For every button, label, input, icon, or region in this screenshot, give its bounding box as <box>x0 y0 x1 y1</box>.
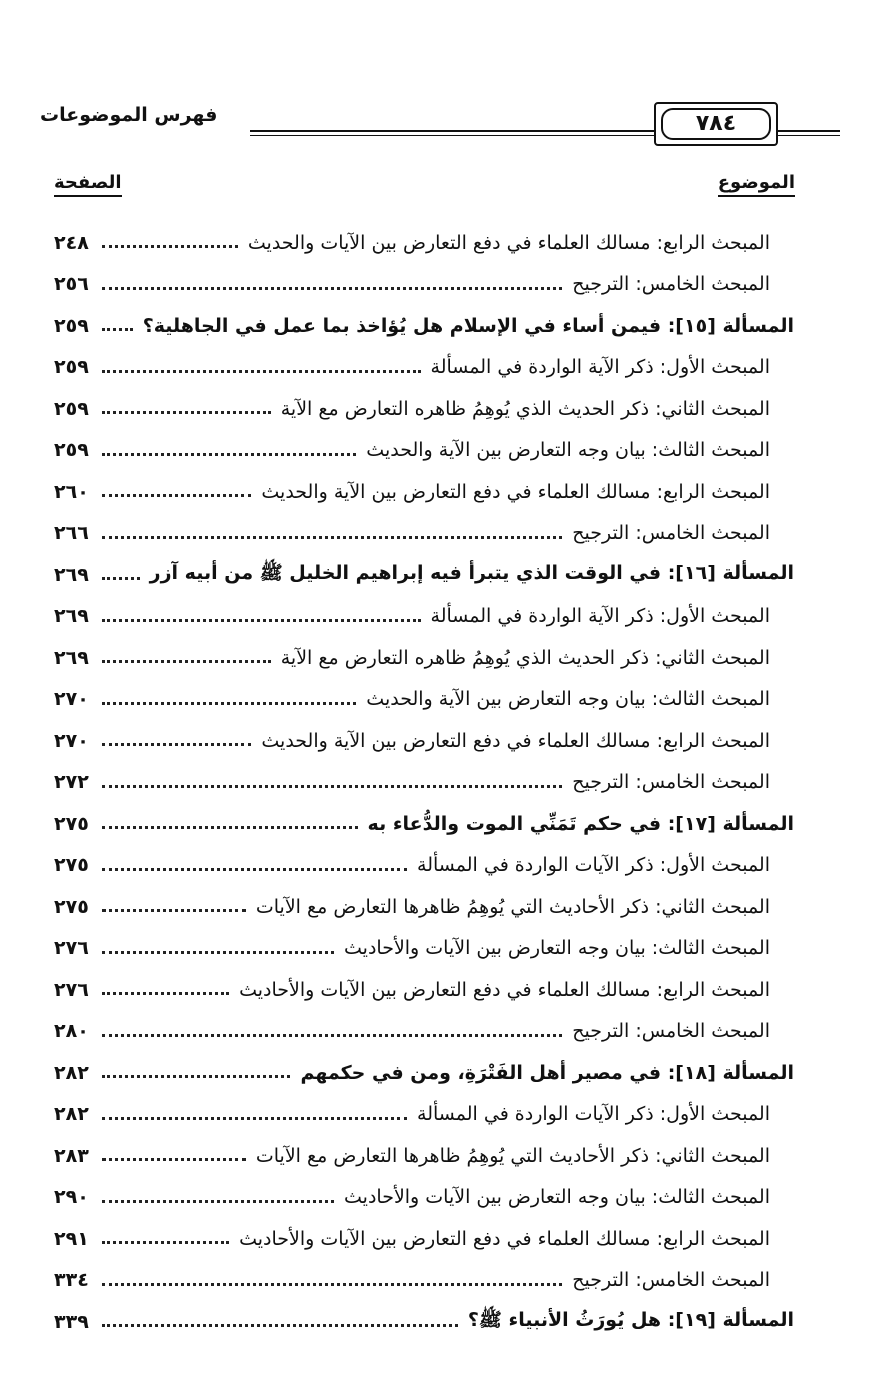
toc-entry-row <box>54 1218 770 1260</box>
dot-leader <box>102 494 251 497</box>
header-title: فهرس الموضوعات <box>40 104 218 126</box>
toc-entry-title: المبحث الخامس: الترجيح <box>572 273 770 296</box>
toc-page-number: ٣٣٩ <box>54 1310 89 1333</box>
toc-page-number: ٢٦٠ <box>54 480 89 503</box>
toc-entry-title: المبحث الثالث: بيان وجه التعارض بين الآية والحديث <box>366 688 770 711</box>
dot-leader <box>102 1200 334 1203</box>
toc-page-number: ٢٧٥ <box>54 854 89 877</box>
toc-page-number: ٢٩١ <box>54 1227 89 1250</box>
dot-leader <box>102 951 334 954</box>
page-column-label: الصفحة <box>54 172 122 197</box>
dot-leader <box>102 992 229 995</box>
dot-leader <box>102 1034 562 1037</box>
dot-leader <box>102 411 271 414</box>
toc-entry-row <box>54 596 770 638</box>
toc-page-number: ٢٧٥ <box>54 895 89 918</box>
toc-entry-row <box>54 762 770 804</box>
toc-page-number: ٢٧٥ <box>54 812 89 835</box>
toc-issue-row <box>54 1052 794 1094</box>
toc-entry-title: المبحث الخامس: الترجيح <box>572 522 770 545</box>
toc-entry-title: المبحث الخامس: الترجيح <box>572 1020 770 1043</box>
toc-entry-title: المبحث الأول: ذكر الآيات الواردة في المسألة <box>417 1103 770 1126</box>
dot-leader <box>102 909 246 912</box>
toc-page-number: ٢٥٩ <box>54 439 89 462</box>
dot-leader <box>102 1283 562 1286</box>
toc-entry-row <box>54 1260 770 1302</box>
dot-leader <box>102 743 251 746</box>
dot-leader <box>102 660 271 663</box>
toc-entry-title: المبحث الرابع: مسالك العلماء في دفع التعارض بين الآيات والأحاديث <box>239 978 770 1001</box>
toc-entry-row <box>54 1135 770 1177</box>
toc-entry-row <box>54 430 770 472</box>
dot-leader <box>102 287 562 290</box>
toc-entry-row <box>54 969 770 1011</box>
dot-leader <box>102 1075 290 1078</box>
toc-page-number: ٢٧٦ <box>54 978 89 1001</box>
toc-page-number: ٢٧٠ <box>54 688 89 711</box>
toc-page-number: ٣٣٤ <box>54 1269 89 1292</box>
toc-page-number: ٢٥٩ <box>54 314 89 337</box>
dot-leader <box>102 536 562 539</box>
toc-entry-row <box>54 679 770 721</box>
toc-page-number: ٢٩٠ <box>54 1186 89 1209</box>
toc-list <box>54 222 794 1343</box>
toc-entry-row <box>54 637 770 679</box>
toc-entry-row <box>54 264 770 306</box>
toc-entry-row <box>54 1011 770 1053</box>
toc-entry-title: المسألة [١٥]: فيمن أساء في الإسلام هل يُؤاخذ بما عمل في الجاهلية؟ <box>142 314 794 337</box>
toc-page-number: ٢٦٦ <box>54 522 89 545</box>
toc-entry-title: المبحث الثالث: بيان وجه التعارض بين الآية والحديث <box>366 439 770 462</box>
toc-page-number: ٢٥٩ <box>54 397 89 420</box>
toc-page-number: ٢٦٩ <box>54 605 89 628</box>
dot-leader <box>102 245 238 248</box>
toc-page-number: ٢٧٠ <box>54 729 89 752</box>
dot-leader <box>102 702 356 705</box>
dot-leader <box>102 1158 246 1161</box>
page-number: ٧٨٤ <box>661 108 771 140</box>
toc-entry-row <box>54 1094 770 1136</box>
toc-entry-row <box>54 347 770 389</box>
toc-issue-row <box>54 1301 794 1343</box>
toc-entry-title: المبحث الرابع: مسالك العلماء في دفع التعارض بين الآية والحديث <box>261 729 770 752</box>
dot-leader <box>102 1117 407 1120</box>
page-number-frame <box>654 102 778 146</box>
toc-page-number: ٢٨٣ <box>54 1144 89 1167</box>
dot-leader <box>102 1241 229 1244</box>
toc-entry-row <box>54 886 770 928</box>
toc-entry-row <box>54 1177 770 1219</box>
toc-entry-title: المسألة [١٨]: في مصير أهل الفَتْرَةِ، ومن في حكمهم <box>300 1061 794 1084</box>
toc-page-number: ٢٥٦ <box>54 273 89 296</box>
toc-entry-row <box>54 720 770 762</box>
dot-leader <box>102 826 358 829</box>
toc-entry-title: المبحث الثاني: ذكر الحديث الذي يُوهِمُ ظاهره التعارض مع الآية <box>280 646 770 669</box>
toc-entry-title: المبحث الرابع: مسالك العلماء في دفع التعارض بين الآيات والحديث <box>247 231 770 254</box>
toc-entry-row <box>54 222 770 264</box>
toc-issue-row <box>54 803 794 845</box>
toc-entry-title: المبحث الثالث: بيان وجه التعارض بين الآيات والأحاديث <box>344 1186 770 1209</box>
toc-page-number: ٢٧٢ <box>54 771 89 794</box>
dot-leader <box>102 1324 458 1327</box>
toc-issue-row <box>54 554 794 596</box>
dot-leader <box>102 785 562 788</box>
toc-entry-title: المبحث الثالث: بيان وجه التعارض بين الآيات والأحاديث <box>344 937 770 960</box>
toc-entry-row <box>54 928 770 970</box>
toc-page-number: ٢٨٠ <box>54 1020 89 1043</box>
toc-entry-title: المبحث الثاني: ذكر الأحاديث التي يُوهِمُ ظاهرها التعارض مع الآيات <box>255 1144 770 1167</box>
toc-entry-title: المسألة [١٩]: هل يُورَثُ الأنبياء ﷺ؟ <box>467 1308 794 1331</box>
toc-issue-row <box>54 305 794 347</box>
toc-entry-title: المبحث الثاني: ذكر الحديث الذي يُوهِمُ ظاهره التعارض مع الآية <box>280 397 770 420</box>
toc-entry-title: المسألة [١٦]: في الوقت الذي يتبرأ فيه إبراهيم الخليل ﷺ من أبيه آزر <box>149 561 794 584</box>
toc-page-number: ٢٥٩ <box>54 356 89 379</box>
toc-entry-row <box>54 513 770 555</box>
toc-entry-title: المبحث الرابع: مسالك العلماء في دفع التعارض بين الآية والحديث <box>261 480 770 503</box>
toc-entry-title: المبحث الثاني: ذكر الأحاديث التي يُوهِمُ ظاهرها التعارض مع الآيات <box>255 895 770 918</box>
toc-page-number: ٢٦٩ <box>54 563 89 586</box>
dot-leader <box>102 619 421 622</box>
toc-page-number: ٢٨٢ <box>54 1103 89 1126</box>
toc-entry-title: المبحث الأول: ذكر الآية الواردة في المسألة <box>430 605 770 628</box>
toc-entry-row <box>54 845 770 887</box>
dot-leader <box>102 453 356 456</box>
toc-entry-row <box>54 388 770 430</box>
page-header <box>40 100 840 148</box>
toc-entry-title: المسألة [١٧]: في حكم تَمَنِّي الموت والدُّعاء به <box>367 812 794 835</box>
toc-entry-row <box>54 471 770 513</box>
toc-entry-title: المبحث الرابع: مسالك العلماء في دفع التعارض بين الآيات والأحاديث <box>239 1227 770 1250</box>
dot-leader <box>102 328 133 331</box>
dot-leader <box>102 370 421 373</box>
topic-column-label: الموضوع <box>718 172 795 197</box>
toc-entry-title: المبحث الأول: ذكر الآية الواردة في المسألة <box>430 356 770 379</box>
toc-page-number: ٢٦٩ <box>54 646 89 669</box>
dot-leader <box>102 868 407 871</box>
toc-page-number: ٢٧٦ <box>54 937 89 960</box>
dot-leader <box>102 577 140 580</box>
toc-page-number: ٢٤٨ <box>54 231 89 254</box>
toc-entry-title: المبحث الخامس: الترجيح <box>572 1269 770 1292</box>
toc-page-number: ٢٨٢ <box>54 1061 89 1084</box>
toc-entry-title: المبحث الأول: ذكر الآيات الواردة في المسألة <box>417 854 770 877</box>
toc-entry-title: المبحث الخامس: الترجيح <box>572 771 770 794</box>
